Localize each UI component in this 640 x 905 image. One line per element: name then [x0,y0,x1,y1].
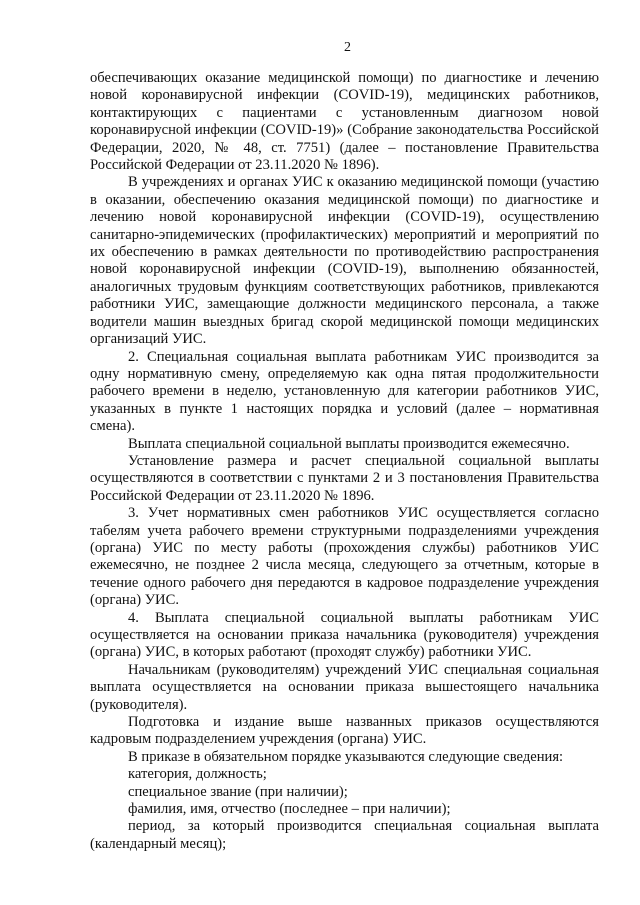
paragraph-4: Выплата специальной социальной выплаты производится ежемесячно. [128,435,570,452]
page-number: 2 [344,40,351,55]
paragraph-13: фамилия, имя, отчество (последнее – при наличии); [128,801,451,818]
paragraph-10: В приказе в обязательном порядке указываются следующие сведения: [128,748,564,765]
paragraph-11: категория, должность; [128,766,267,783]
paragraph-6: 3. Учет нормативных смен работников УИС осуществляется согласно табелям учета рабочего времени структурными подразделениями учреждения (органа) УИС по месту работы (прохождения службы) работников УИС ежемесячно, не позднее 2 числа месяца, следующего за отчетным, которые в течение одного рабочего дня передаются в кадровое подразделение учреждения (органа) УИС. [90,505,599,609]
paragraph-2: В учреждениях и органах УИС к оказанию медицинской помощи (участию в оказании, обеспечению оказания медицинской помощи) по диагностике и лечению новой коронавирусной инфекции (COVID-19), осуществлению санитарно-эпидемических (профилактических) мероприятий и мероприятий по их обеспечению в рамках деятельности по противодействию распространения новой коронавирусной инфекции (COVID-19), выполнению обязанностей, аналогичных трудовым функциям соответствующих работников, привлекаются работники УИС, замещающие должности медицинского персонала, а также водители машин выездных бригад скорой медицинской помощи медицинских организаций УИС. [90,174,599,348]
paragraph-1: обеспечивающих оказание медицинской помощи) по диагностике и лечению новой коронавирусной инфекции (COVID-19), медицинских работников, контактирующих с пациентами с установленным диагнозом новой коронавирусной инфекции (COVID-19)» (Собрание законодательства Российской Федерации, 2020, № 48, ст. 7751) (далее – постановление Правительства Российской Федерации от 23.11.2020 № 1896). [90,70,599,174]
paragraph-12: специальное звание (при наличии); [128,783,348,800]
paragraph-5: Установление размера и расчет специальной социальной выплаты осуществляются в соответствии с пунктами 2 и 3 постановления Правительства Российской Федерации от 23.11.2020 № 1896. [90,452,599,504]
paragraph-14: период, за который производится специальная социальная выплата (календарный месяц); [90,818,599,852]
paragraph-3: 2. Специальная социальная выплата работникам УИС производится за одну нормативную смену, определяемую как одна пятая продолжительности рабочего времени в неделю, установленную для категории работников УИС, указанных в пункте 1 настоящих порядка и условий (далее – нормативная смена). [90,348,599,435]
paragraph-7: 4. Выплата специальной социальной выплаты работникам УИС осуществляется на основании приказа начальника (руководителя) учреждения (органа) УИС, в которых работают (проходят службу) работники УИС. [90,609,599,661]
paragraph-9: Подготовка и издание выше названных приказов осуществляются кадровым подразделением учреждения (органа) УИС. [90,714,599,748]
paragraph-8: Начальникам (руководителям) учреждений УИС специальная социальная выплата осуществляется на основании приказа вышестоящего начальника (руководителя). [90,661,599,713]
